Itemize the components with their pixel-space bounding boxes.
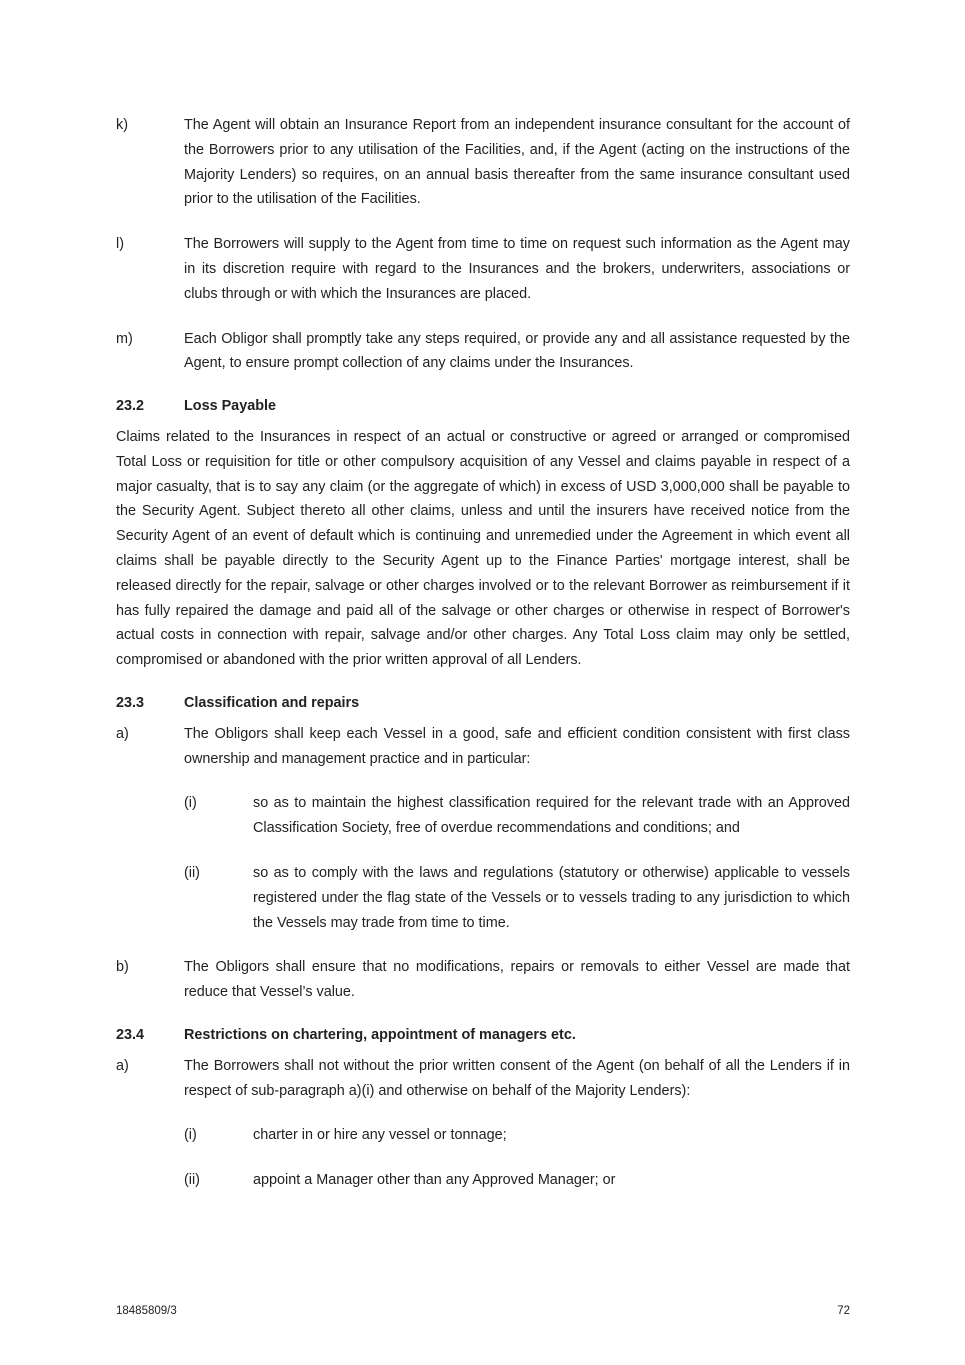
item-text: Each Obligor shall promptly take any steps required, or provide any and all assistance requested by the Agent, to ensure prompt collection of any claims under the Insurances. [184, 330, 850, 372]
page-content [116, 113, 850, 1193]
item-label: a) [116, 1057, 129, 1074]
section-heading-23-3 [116, 691, 850, 716]
section-number: 23.3 [116, 694, 145, 711]
section-heading-23-4 [116, 1023, 850, 1048]
item-label: a) [116, 725, 129, 742]
document-reference: 18485809/3 [116, 1305, 177, 1317]
page-number: 72 [837, 1305, 850, 1317]
sub-item-text: so as to comply with the laws and regulations (statutory or otherwise) applicable to vessels registered under the flag state of the Vessels or to vessels trading to any jurisdiction to which the Vessels may trade from time to time. [253, 864, 850, 931]
section-title: Loss Payable [184, 398, 276, 415]
clause-item-m [116, 327, 850, 377]
item-text: The Borrowers shall not without the prior written consent of the Agent (on behalf of all the Lenders if in respect of sub-paragraph a)(i) and otherwise on behalf of the Majority Lenders): [184, 1057, 850, 1099]
item-label: k) [116, 117, 128, 133]
sub-item-i [184, 1123, 850, 1148]
sub-item-ii [184, 861, 850, 935]
sub-item-label: (i) [184, 795, 197, 812]
loss-payable-paragraph: Claims related to the Insurances in respect of an actual or constructive or agreed or arranged or compromised Total Loss or requisition for title or other compulsory acquisition of any Vessel and claims payable in respect of a major casualty, that is to say any claim (or the aggregate of which) in excess of USD 3,000,000 shall be payable to the Security Agent. Subject thereto all other claims, unless and until the insurers have received notice from the Security Agent of an event of default which is continuing and unremedied under the Agreement in which event all claims shall be payable directly to the Security Agent up to the Finance Parties' mortgage interest, shall be released directly for the repair, salvage or other charges involved or to the relevant Borrower as reimbursement if it has fully repaired the damage and paid all of the salvage or other charges or otherwise in respect of Borrower's actual costs in connection with repair, salvage and/or other charges. Any Total Loss claim may only be settled, compromised or abandoned with the prior written approval of all Lenders. [116, 428, 850, 669]
item-label: b) [116, 959, 129, 976]
sub-item-i [184, 791, 850, 841]
section-number: 23.2 [116, 398, 145, 415]
section-title: Classification and repairs [184, 694, 360, 711]
page-footer [116, 1299, 850, 1324]
sub-item-text: charter in or hire any vessel or tonnage; [253, 1127, 507, 1144]
clause-item-l [116, 232, 850, 306]
sub-item-text: appoint a Manager other than any Approved Manager; or [253, 1172, 616, 1189]
section-heading-23-2 [116, 394, 850, 419]
item-label: m) [116, 330, 133, 347]
section-title: Restrictions on chartering, appointment of managers etc. [184, 1026, 576, 1043]
clause-item-b [116, 955, 850, 1005]
clause-item-a [116, 722, 850, 772]
item-text: The Obligors shall keep each Vessel in a good, safe and efficient condition consistent with first class ownership and management practice and in particular: [184, 725, 850, 767]
section-number: 23.4 [116, 1026, 145, 1043]
sub-item-ii [184, 1168, 850, 1193]
sub-item-label: (ii) [184, 864, 200, 881]
clause-item-a [116, 1054, 850, 1104]
item-text: The Agent will obtain an Insurance Report from an independent insurance consultant for the account of the Borrowers prior to any utilisation of the Facilities, and, if the Agent (acting on the instructions of the Majority Lenders) so requires, on an annual basis thereafter from the same insurance consultant used prior to the utilisation of the Facilities. [184, 117, 850, 208]
clause-item-k [116, 113, 850, 212]
item-text: The Obligors shall ensure that no modifications, repairs or removals to either Vessel are made that reduce that Vessel’s value. [184, 959, 850, 1001]
sub-item-label: (i) [184, 1127, 197, 1144]
item-label: l) [116, 236, 124, 253]
item-text: The Borrowers will supply to the Agent from time to time on request such information as the Agent may in its discretion require with regard to the Insurances and the brokers, underwriters, associations or clubs through or with which the Insurances are placed. [184, 236, 850, 302]
sub-item-text: so as to maintain the highest classification required for the relevant trade with an Approved Classification Society, free of overdue recommendations and conditions; and [253, 795, 850, 837]
sub-item-label: (ii) [184, 1172, 200, 1189]
